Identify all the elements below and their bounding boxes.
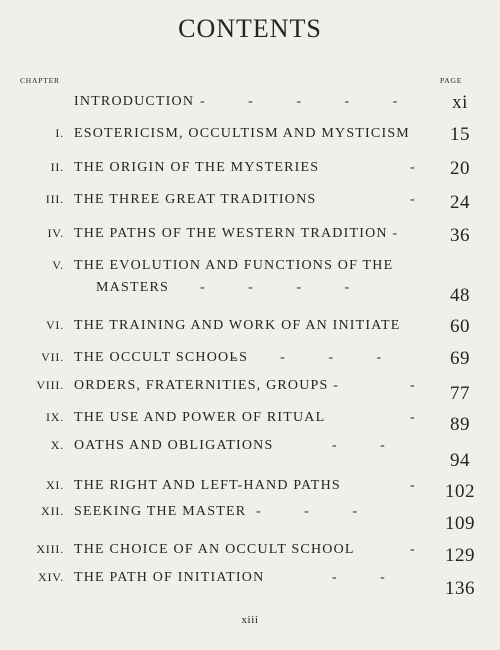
chapter-number: IX. bbox=[45, 410, 64, 424]
chapter-title: THE PATHS OF THE WESTERN TRADITION - bbox=[74, 226, 399, 241]
page-column-label: PAGE bbox=[440, 76, 463, 85]
toc-row bbox=[0, 504, 500, 528]
chapter-title: THE TRAINING AND WORK OF AN INITIATE bbox=[74, 318, 401, 333]
leader-dashes: - - bbox=[332, 438, 387, 453]
leader-dashes: - - - bbox=[256, 504, 359, 519]
page-number: 48 bbox=[450, 285, 470, 306]
toc-row bbox=[0, 160, 500, 184]
chapter-title: SEEKING THE MASTER bbox=[74, 504, 247, 519]
page-number: 89 bbox=[450, 414, 470, 435]
chapter-number: XIII. bbox=[36, 542, 64, 556]
chapter-title: INTRODUCTION bbox=[74, 94, 195, 109]
page-number: 136 bbox=[445, 578, 475, 599]
page-number: 36 bbox=[450, 225, 470, 246]
page-number: 20 bbox=[450, 158, 470, 179]
page-number: 69 bbox=[450, 348, 470, 369]
toc-row bbox=[0, 258, 500, 295]
chapter-number: XI. bbox=[45, 478, 64, 492]
toc-row bbox=[0, 378, 500, 402]
leader-dashes: - - - - bbox=[200, 280, 351, 295]
toc-row bbox=[0, 226, 500, 250]
page-title: CONTENTS bbox=[178, 14, 322, 43]
chapter-title: THE EVOLUTION AND FUNCTIONS OF THE bbox=[74, 258, 394, 273]
leader-dashes: - - - - - bbox=[200, 94, 399, 109]
chapter-number: VI. bbox=[45, 318, 64, 332]
chapter-title: THE RIGHT AND LEFT-HAND PATHS bbox=[74, 478, 341, 493]
leader-dashes: - bbox=[410, 192, 416, 207]
toc-row bbox=[0, 94, 500, 118]
page-number: 102 bbox=[445, 481, 475, 502]
chapter-number: VIII. bbox=[36, 378, 64, 392]
chapter-number: IV. bbox=[47, 226, 64, 240]
chapter-number: XIV. bbox=[38, 570, 64, 584]
chapter-number: II. bbox=[50, 160, 64, 174]
toc-row bbox=[0, 570, 500, 594]
leader-dashes: - bbox=[410, 478, 416, 493]
chapter-title: THE THREE GREAT TRADITIONS bbox=[74, 192, 317, 207]
chapter-number: III. bbox=[45, 192, 64, 206]
page-number: 15 bbox=[450, 124, 470, 145]
leader-dashes: - - - - bbox=[232, 350, 383, 365]
chapter-title: THE PATH OF INITIATION bbox=[74, 570, 265, 585]
leader-dashes: - bbox=[410, 410, 416, 425]
chapter-number: I. bbox=[55, 126, 64, 140]
chapter-title: THE CHOICE OF AN OCCULT SCHOOL bbox=[74, 542, 355, 557]
page-number: xi bbox=[452, 92, 468, 113]
page-folio: xiii bbox=[241, 614, 259, 626]
chapter-title: ORDERS, FRATERNITIES, GROUPS - bbox=[74, 378, 340, 393]
chapter-title: THE OCCULT SCHOOLS bbox=[74, 350, 249, 365]
page-number: 77 bbox=[450, 383, 470, 404]
toc-row bbox=[0, 126, 500, 150]
toc-row bbox=[0, 192, 500, 216]
toc-row bbox=[0, 350, 500, 374]
page-number: 24 bbox=[450, 192, 470, 213]
toc-row bbox=[0, 542, 500, 566]
page-number: 60 bbox=[450, 316, 470, 337]
page-number: 94 bbox=[450, 450, 470, 471]
toc-row bbox=[0, 478, 500, 502]
chapter-number: VII. bbox=[41, 350, 64, 364]
leader-dashes: - bbox=[410, 160, 416, 175]
chapter-column-label: CHAPTER bbox=[20, 76, 60, 85]
chapter-title-continued: MASTERS bbox=[96, 280, 169, 295]
page-number: 109 bbox=[445, 513, 475, 534]
leader-dashes: - bbox=[410, 542, 416, 557]
chapter-number: XII. bbox=[41, 504, 64, 518]
chapter-number: X. bbox=[50, 438, 64, 452]
chapter-number: V. bbox=[52, 258, 64, 272]
toc-row bbox=[0, 318, 500, 342]
chapter-title: ESOTERICISM, OCCULTISM AND MYSTICISM bbox=[74, 126, 410, 141]
leader-dashes: - - bbox=[332, 570, 387, 585]
toc-row bbox=[0, 438, 500, 462]
leader-dashes: - bbox=[410, 378, 416, 393]
chapter-title: THE ORIGIN OF THE MYSTERIES bbox=[74, 160, 320, 175]
page-number: 129 bbox=[445, 545, 475, 566]
chapter-title: OATHS AND OBLIGATIONS bbox=[74, 438, 274, 453]
toc-row bbox=[0, 410, 500, 434]
chapter-title: THE USE AND POWER OF RITUAL bbox=[74, 410, 326, 425]
